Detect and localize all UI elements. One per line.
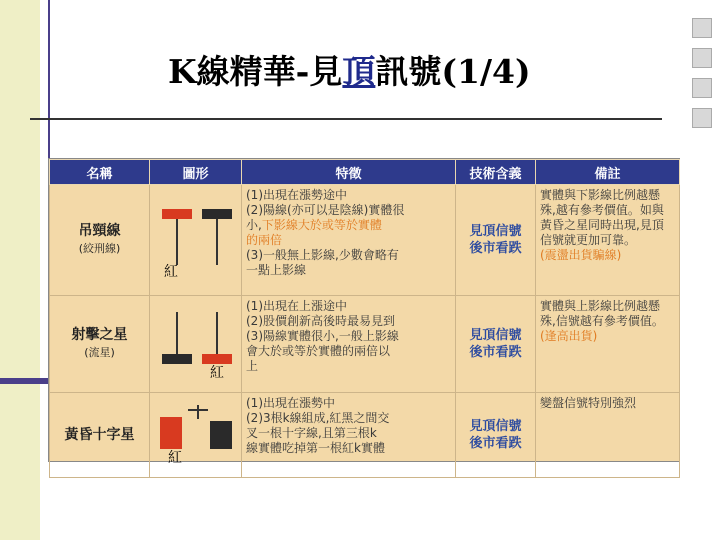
row-name-cell (50, 185, 150, 296)
remark-cell (536, 185, 680, 296)
title-part-2: 訊號(1/4) (375, 52, 531, 91)
tech-text: 見頂信號 後市看跌 (469, 328, 522, 360)
feature-line-highlight: 的兩倍 (246, 233, 283, 247)
feature-line: (1)出現在漲勢中 (246, 396, 335, 410)
feature-cell (242, 296, 456, 393)
table-row (50, 393, 680, 478)
feature-line: (3)陽線實體很小,一般上影線 (246, 329, 399, 343)
feature-line: 叉一根十字線,且第三根k (246, 426, 377, 440)
remark-note: (逢高出貨) (540, 329, 598, 343)
feature-cell (242, 393, 456, 478)
bullet-square (692, 48, 712, 68)
candlestick-table (48, 158, 680, 466)
left-decor-gap (40, 0, 48, 540)
title-part-1: K線精華-見 (168, 52, 343, 91)
row-name: 射擊之星 (71, 327, 128, 343)
header-shape: 圖形 (150, 160, 242, 185)
feature-line: (2)3根k線組成,紅黑之間交 (246, 411, 390, 425)
remark-text: 實體與上影線比例越懸殊,信號越有參考價值。 (540, 299, 664, 328)
shape-cell (150, 296, 242, 393)
remark-note: (震盪出貨騙線) (540, 248, 622, 262)
shape-note: 紅 (164, 264, 178, 280)
shape-note: 紅 (168, 450, 182, 466)
feature-line: 一點上影線 (246, 263, 307, 277)
slide-title (168, 46, 531, 93)
hanging-man-shape (150, 185, 241, 295)
shape-cell (150, 185, 242, 296)
remark-text: 實體與下影線比例越懸殊,越有參考價值。如與黃昏之星同時出現,見頂信號就更加可靠。 (540, 188, 664, 247)
remark-cell (536, 296, 680, 393)
evening-star-candles-icon (150, 393, 242, 473)
table-row (50, 296, 680, 393)
row-name-cell (50, 296, 150, 393)
row-name: 吊頸線 (78, 223, 121, 239)
tech-cell (456, 185, 536, 296)
row-name-sub: (流星) (84, 346, 115, 359)
header-tech: 技術含義 (456, 160, 536, 185)
row-name-cell (50, 393, 150, 478)
feature-line: (2)股價創新高後時最易見到 (246, 314, 395, 328)
header-remark: 備註 (536, 160, 680, 185)
feature-line: (2)陽線(亦可以是陰線)實體很 (246, 203, 405, 217)
bullet-square (692, 78, 712, 98)
row-name-sub: (絞刑線) (78, 242, 121, 255)
remark-text: 變盤信號特別強烈 (540, 396, 637, 410)
header-name: 名稱 (50, 160, 150, 185)
tech-cell (456, 393, 536, 478)
shooting-star-candles-icon (150, 296, 242, 388)
evening-star-shape (150, 393, 241, 477)
shape-note: 紅 (210, 365, 224, 381)
feature-line: (1)出現在上漲途中 (246, 299, 347, 313)
table-row (50, 185, 680, 296)
remark-cell (536, 393, 680, 478)
title-highlight-link[interactable]: 頂 (342, 52, 376, 91)
bullet-square (692, 108, 712, 128)
feature-line: 線實體吃掉第一根紅k實體 (246, 441, 385, 455)
table-header-row (50, 160, 680, 185)
bullet-square (692, 18, 712, 38)
feature-cell (242, 185, 456, 296)
shooting-star-shape (150, 296, 241, 392)
feature-line: (1)出現在漲勢途中 (246, 188, 347, 202)
shape-cell (150, 393, 242, 478)
tech-text: 見頂信號 後市看跌 (469, 419, 522, 451)
header-feature: 特徵 (242, 160, 456, 185)
feature-line: 小, (246, 218, 262, 232)
feature-line: 上 (246, 359, 259, 373)
feature-line: 會大於或等於實體的兩倍以 (246, 344, 391, 358)
tech-cell (456, 296, 536, 393)
title-divider (30, 118, 662, 120)
feature-line: (3)一般無上影線,少數會略有 (246, 248, 399, 262)
row-name: 黃昏十字星 (64, 426, 135, 443)
tech-text: 見頂信號 後市看跌 (469, 224, 522, 256)
feature-line-highlight: 下影線大於或等於實體 (261, 218, 382, 232)
accent-bar (0, 378, 48, 384)
left-decor-bar (0, 0, 40, 540)
